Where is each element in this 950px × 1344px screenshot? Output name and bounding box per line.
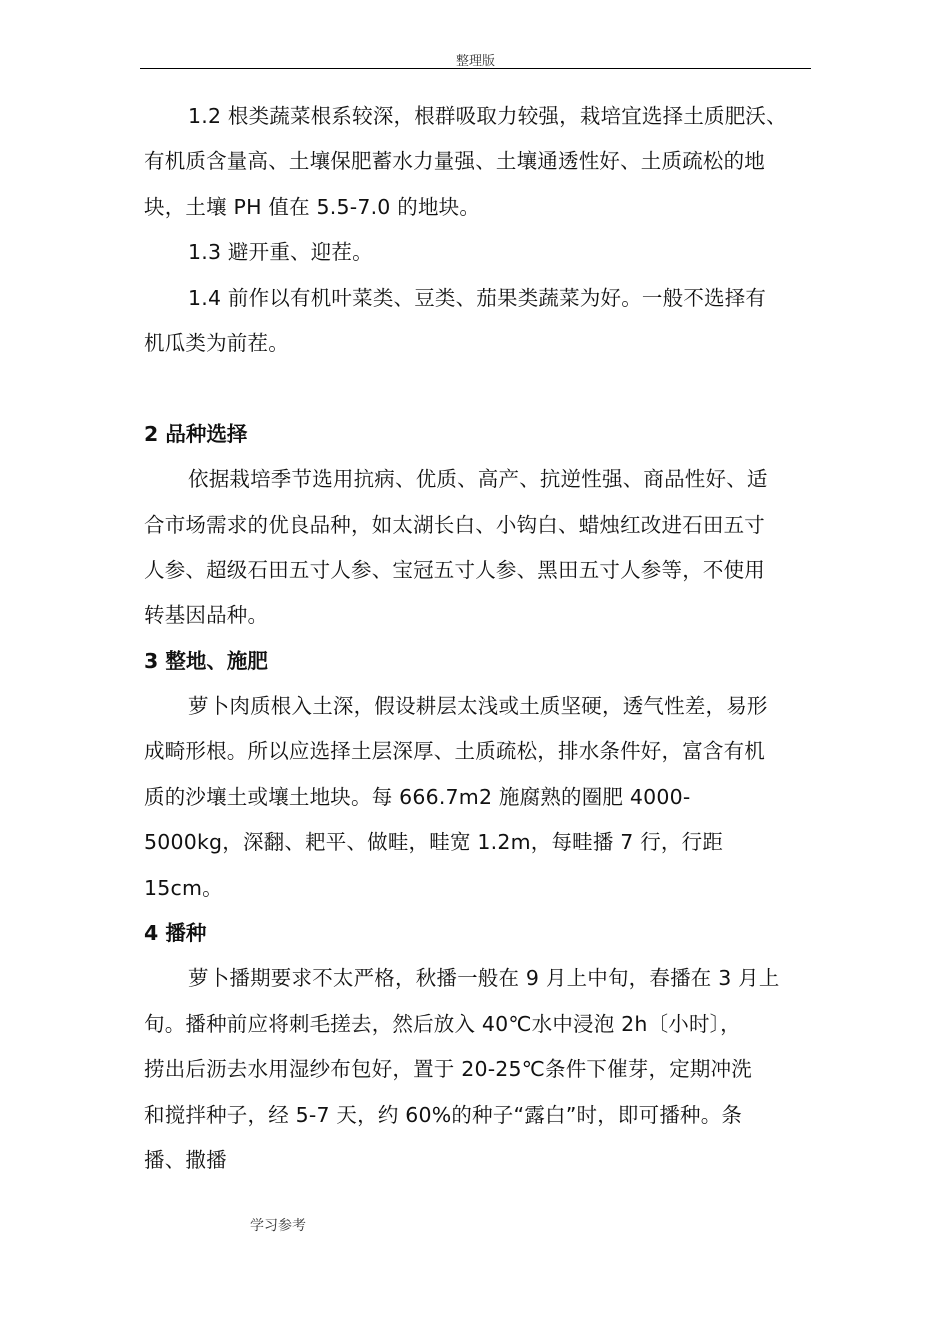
page-footer: 学习参考 bbox=[250, 1218, 306, 1234]
paragraph-4-line-1: 萝卜播期要求不太严格，秋播一般在 9 月上中旬，春播在 3 月上 bbox=[188, 966, 780, 991]
paragraph-1-3: 1.3 避开重、迎茬。 bbox=[188, 240, 373, 265]
paragraph-2-line-4: 转基因品种。 bbox=[144, 603, 269, 628]
paragraph-1-4-line-2: 机瓜类为前茬。 bbox=[144, 330, 289, 355]
paragraph-4-line-3: 捞出后沥去水用湿纱布包好，置于 20-25℃条件下催芽，定期冲洗 bbox=[144, 1057, 753, 1082]
paragraph-1-4-line-1: 1.4 前作以有机叶菜类、豆类、茄果类蔬菜为好。一般不选择有 bbox=[188, 285, 767, 310]
paragraph-4-line-4: 和搅拌种子，经 5-7 天，约 60%的种子“露白”时，即可播种。条 bbox=[144, 1102, 743, 1127]
section-heading-2: 2 品种选择 bbox=[144, 421, 248, 446]
paragraph-2-line-2: 合市场需求的优良品种，如太湖长白、小钩白、蜡烛红改进石田五寸 bbox=[144, 512, 765, 537]
paragraph-1-2-line-1: 1.2 根类蔬菜根系较深，根群吸取力较强，栽培宜选择土质肥沃、 bbox=[188, 104, 787, 128]
paragraph-4-line-5: 播、撒播 bbox=[144, 1147, 227, 1172]
paragraph-3-line-4: 5000kg，深翻、耙平、做畦，畦宽 1.2m，每畦播 7 行，行距 bbox=[144, 830, 724, 855]
blank-line bbox=[144, 366, 820, 411]
paragraph-3-line-1: 萝卜肉质根入土深，假设耕层太浅或土质坚硬，透气性差，易形 bbox=[188, 694, 768, 719]
paragraph-1-2-line-3: 块，土壤 PH 值在 5.5-7.0 的地块。 bbox=[144, 194, 481, 219]
paragraph-3-line-2: 成畸形根。所以应选择土层深厚、土质疏松，排水条件好，富含有机 bbox=[144, 739, 765, 764]
paragraph-2-line-1: 依据栽培季节选用抗病、优质、高产、抗逆性强、商品性好、适 bbox=[188, 467, 768, 492]
paragraph-4-line-2: 旬。播种前应将刺毛搓去，然后放入 40℃水中浸泡 2h〔小时〕， bbox=[144, 1011, 741, 1036]
paragraph-3-line-3: 质的沙壤土或壤土地块。每 666.7m2 施腐熟的圈肥 4000- bbox=[144, 784, 691, 809]
header-title: 整理版 bbox=[455, 54, 495, 69]
section-heading-3: 3 整地、施肥 bbox=[144, 648, 268, 673]
paragraph-2-line-3: 人参、超级石田五寸人参、宝冠五寸人参、黑田五寸人参等，不使用 bbox=[144, 557, 765, 582]
paragraph-3-line-5: 15cm。 bbox=[144, 875, 223, 900]
section-heading-4: 4 播种 bbox=[144, 921, 207, 946]
document-body bbox=[144, 94, 820, 1183]
page-header bbox=[140, 50, 811, 69]
paragraph-1-2-line-2: 有机质含量高、土壤保肥蓄水力量强、土壤通透性好、土质疏松的地 bbox=[144, 149, 765, 174]
